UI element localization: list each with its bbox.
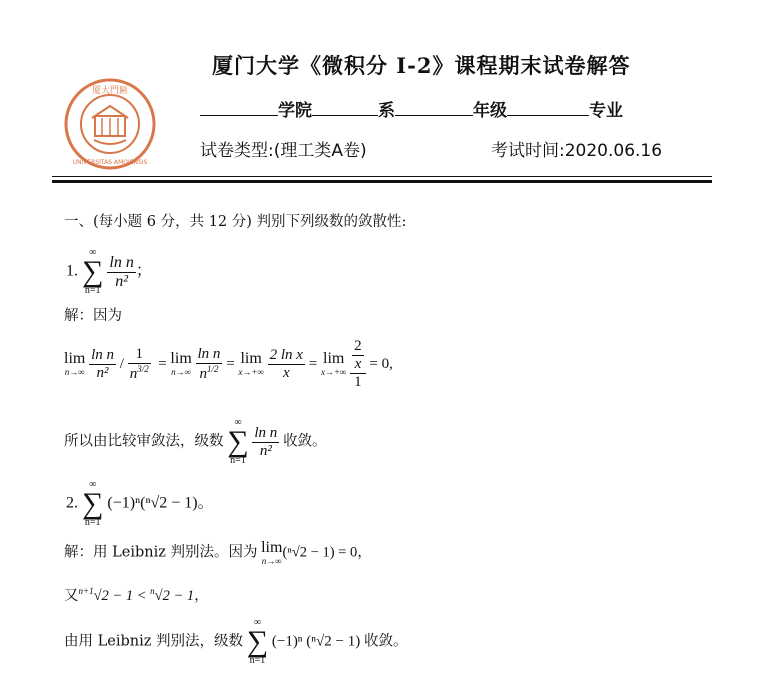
exam-type: 试卷类型:(理工类A卷) <box>200 141 367 161</box>
q2-answer-line2: 又$^{n+1}$√2 − 1 < $^n$√2 − 1， <box>64 586 209 604</box>
field-department: 系 <box>378 101 395 121</box>
university-seal-icon <box>64 78 156 170</box>
fraction-ln-n-over-n2: $\frac{\text{ln n}}{\text{n²}}$ <box>109 253 134 290</box>
exam-time: 考试时间:2020.06.16 <box>491 141 663 161</box>
question-2: 2. ∞ ∑ n=1 (−1)ⁿ(ⁿ√2 − 1)。 <box>66 479 214 528</box>
student-info-line <box>200 96 623 121</box>
header-divider-thick <box>52 180 712 183</box>
header-divider-thin <box>52 176 712 177</box>
field-college: 学院 <box>278 101 312 121</box>
field-major: 专业 <box>589 101 623 121</box>
question-1-number: 1. <box>66 262 78 280</box>
field-grade: 年级 <box>473 101 507 121</box>
svg-text:UNIVERSITAS AMOIENSIS: UNIVERSITAS AMOIENSIS <box>72 159 148 166</box>
svg-text:厦大門匾: 厦大門匾 <box>91 86 129 96</box>
exam-title: 厦门大学《微积分 I-2》课程期末试卷解答 <box>212 53 631 78</box>
question-1: 1. ∞ ∑ n=1 $\frac{\text{ln n}}{\text{n²}}$ ； <box>66 247 152 296</box>
q2-conclusion: 由用 Leibniz 判别法，级数 ∞ ∑ n=1 (−1)ⁿ (ⁿ√2 − 1) 收敛。 <box>64 617 408 666</box>
sum-sign: ∞ ∑ n=1 <box>82 247 104 296</box>
q2-answer-line1: 解：用 Leibniz 判别法。因为 lim n→∞ (ⁿ√2 − 1) = 0， <box>64 539 372 566</box>
q1-conclusion: 所以由比较审敛法，级数 ∞ ∑ n=1 $\frac{\text{ln n}}{\text{n²}}$ 收敛。 <box>64 417 327 466</box>
limit-derivation: lim n→∞ $\frac{\text{ln n}}{\text{n²}}$ / $\frac{1}{n^{3/2}}$ = lim n→∞ $\frac{\text{ln n}}{n^{1/2}}$ = lim x→+∞ $\frac{\text{2 ln x}}{x}$ = lim x→+∞ $\frac{\frac{2}{x}}{1}$ = 0, <box>64 338 393 390</box>
section-heading: 一、(每小题 6 分，共 12 分) 判别下列级数的敛散性: <box>64 214 407 230</box>
q1-answer-label: 解：因为 <box>64 308 122 324</box>
